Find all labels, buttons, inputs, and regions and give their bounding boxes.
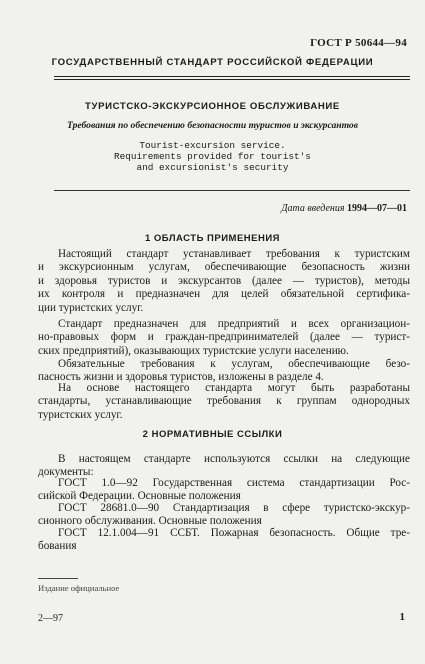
text-line: пасность жизни и здоровья туристов, изложены в разделе 4. bbox=[38, 371, 324, 384]
text-line: бования bbox=[38, 540, 77, 553]
text-line: На основе настоящего стандарта могут быть разработаны bbox=[58, 382, 410, 394]
paragraph bbox=[38, 453, 410, 480]
introduction-date bbox=[281, 203, 407, 214]
document-title: ТУРИСТСКО-ЭКСКУРСИОННОЕ ОБСЛУЖИВАНИЕ bbox=[85, 101, 340, 112]
section-heading: 2 НОРМАТИВНЫЕ ССЫЛКИ bbox=[142, 429, 283, 440]
paragraph bbox=[38, 502, 410, 529]
document-subtitle: Требования по обеспечению безопасности туристов и экскурсантов bbox=[66, 120, 359, 131]
text-line: туристских услуг. bbox=[38, 408, 123, 421]
text-line: стандарты, устанавливающие требования к группам однородных bbox=[38, 395, 410, 408]
text-line: их контроля и предназначен для целей обязательной сертифика- bbox=[38, 288, 410, 301]
text-line: ГОСТ 12.1.004—91 ССБТ. Пожарная безопасность. Общие тре- bbox=[58, 527, 410, 539]
print-code: 2—97 bbox=[38, 613, 63, 624]
edition-note: Издание официальное bbox=[38, 583, 120, 593]
text-line: документы: bbox=[38, 466, 94, 479]
document-number: ГОСТ Р 50644—94 bbox=[310, 37, 407, 49]
text-line: Обязательные требования к услугам, обеспечивающие безо- bbox=[58, 358, 410, 370]
text-line: Настоящий стандарт устанавливает требования к туристским bbox=[58, 248, 410, 260]
header-rule-thin bbox=[54, 79, 410, 80]
section-heading: 1 ОБЛАСТЬ ПРИМЕНЕНИЯ bbox=[144, 233, 281, 244]
english-title-line: Requirements provided for tourist's bbox=[114, 151, 311, 162]
paragraph bbox=[38, 477, 410, 504]
header-rule-thick bbox=[54, 76, 410, 77]
page-number: 1 bbox=[399, 611, 405, 623]
introduction-date-label: Дата введения bbox=[281, 203, 345, 214]
title-separator bbox=[54, 190, 410, 191]
english-title-line: and excursionist's security bbox=[136, 162, 289, 173]
introduction-date-value: 1994—07—01 bbox=[347, 203, 407, 214]
paragraph bbox=[38, 318, 410, 358]
english-title-line: Tourist-excursion service. bbox=[139, 140, 286, 151]
footer-rule bbox=[38, 578, 78, 579]
text-line: Стандарт предназначен для предприятий и всех организацион- bbox=[58, 318, 410, 330]
text-line: ции туристских услуг. bbox=[38, 301, 144, 314]
paragraph bbox=[38, 248, 410, 315]
text-line: сионного обслуживания. Основные положения bbox=[38, 515, 262, 528]
text-line: сийской Федерации. Основные положения bbox=[38, 490, 241, 503]
text-line: но-правовых форм и граждан-предпринимателей (далее — турист- bbox=[38, 331, 410, 344]
standard-title: ГОСУДАРСТВЕННЫЙ СТАНДАРТ РОССИЙСКОЙ ФЕДЕРАЦИИ bbox=[51, 57, 374, 68]
text-line: В настоящем стандарте используются ссылки на следующие bbox=[58, 453, 410, 465]
text-line: ГОСТ 28681.0—90 Стандартизация в сфере туристско-экскур- bbox=[58, 502, 410, 514]
paragraph bbox=[38, 358, 410, 385]
text-line: и экскурсионным услугам, обеспечивающие безопасность жизни bbox=[38, 261, 410, 274]
english-title bbox=[0, 140, 425, 173]
text-line: ских предприятий), оказывающих туристские услуги населению. bbox=[38, 344, 349, 357]
paragraph bbox=[38, 527, 410, 554]
text-line: ГОСТ 1.0—92 Государственная система стандартизации Рос- bbox=[58, 477, 410, 489]
paragraph bbox=[38, 382, 410, 422]
text-line: и здоровья туристов и экскурсантов (далее — туристов), методы bbox=[38, 274, 410, 287]
